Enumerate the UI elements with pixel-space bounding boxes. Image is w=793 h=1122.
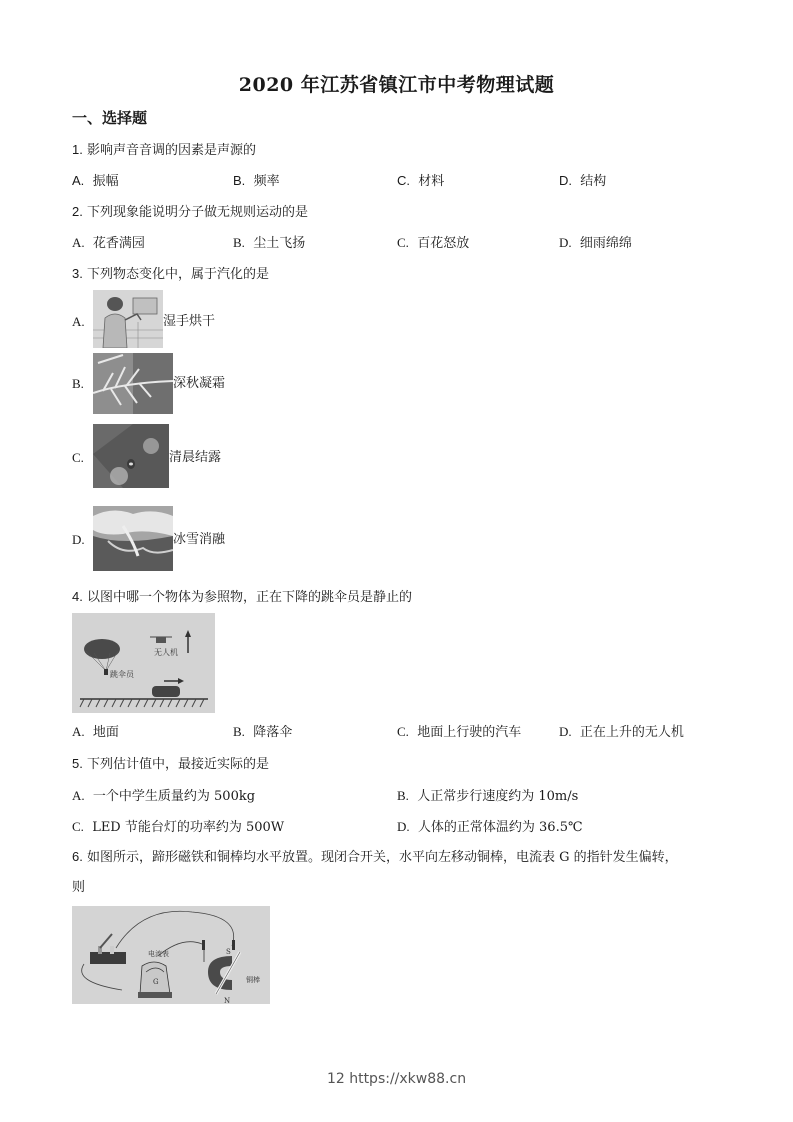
page-title: 2020 年江苏省镇江市中考物理试题	[238, 74, 555, 96]
option-text: 百花怒放	[417, 236, 470, 251]
question-text: 以图中哪一个物体为参照物，正在下降的跳伞员是静止的	[86, 590, 412, 605]
option-text: 人正常步行速度约为 10m/s	[417, 789, 579, 804]
parachute-drone-figure	[72, 613, 215, 713]
drone-label: 无人机	[154, 648, 178, 657]
svg-text:N: N	[224, 997, 231, 1004]
option-text: LED 节能台灯的功率约为 500W	[92, 820, 285, 835]
q3-option-a-text: 湿手烘干	[163, 314, 216, 329]
copper-rod-label: 铜棒	[246, 976, 260, 984]
option-letter: B.	[233, 724, 245, 739]
option-letter: B.	[233, 173, 246, 188]
option-letter: C.	[72, 450, 84, 465]
option-letter: A.	[72, 235, 85, 250]
option-text: 振幅	[92, 174, 119, 189]
option-letter: B.	[397, 788, 409, 803]
option-text: 细雨绵绵	[579, 236, 632, 251]
ammeter-label: 电流表	[148, 950, 169, 958]
question-number: 4.	[72, 589, 83, 604]
question-1	[72, 141, 256, 160]
q4-option-a[interactable]	[72, 723, 119, 742]
dew-drop-photo	[93, 424, 169, 488]
question-number: 2.	[72, 204, 83, 219]
question-text: 如图所示，蹄形磁铁和铜棒均水平放置。现闭合开关，水平向左移动铜棒，电流表 G 的指针发生偏转，	[86, 850, 678, 865]
q2-option-c[interactable]	[397, 234, 469, 253]
q4-option-d[interactable]	[559, 723, 684, 742]
option-letter: A.	[72, 724, 85, 739]
option-letter: D.	[559, 235, 572, 250]
q1-option-a[interactable]	[72, 172, 119, 191]
q3-option-a-letter[interactable]	[72, 313, 85, 332]
q5-option-d[interactable]	[397, 818, 583, 837]
parachutist-label: 跳伞员	[110, 670, 134, 679]
hand-dryer-photo	[93, 290, 163, 348]
q2-option-a[interactable]	[72, 234, 145, 253]
section-heading: 一、选择题	[72, 109, 148, 127]
svg-text:G: G	[153, 978, 159, 986]
q3-option-d-text: 冰雪消融	[173, 532, 226, 547]
q4-option-b[interactable]	[233, 723, 292, 742]
q1-option-c[interactable]	[397, 172, 444, 191]
option-letter: B.	[72, 376, 84, 391]
question-text: 下列现象能说明分子做无规则运动的是	[86, 205, 308, 220]
option-letter: A.	[72, 173, 85, 188]
option-text: 频率	[253, 174, 280, 189]
option-letter: D.	[397, 819, 410, 834]
q1-option-d[interactable]	[559, 172, 606, 191]
option-text: 一个中学生质量约为 500kg	[92, 789, 256, 804]
option-text: 材料	[418, 174, 445, 189]
question-6	[72, 848, 678, 867]
option-letter: D.	[559, 173, 572, 188]
melting-snow-photo	[93, 506, 173, 571]
option-letter: D.	[559, 724, 572, 739]
option-text: 人体的正常体温约为 36.5℃	[417, 820, 583, 835]
question-4	[72, 588, 412, 607]
q3-option-b-text: 深秋凝霜	[173, 376, 226, 391]
question-number: 3.	[72, 266, 83, 281]
option-letter: C.	[397, 724, 409, 739]
question-6-continuation: 则	[72, 880, 86, 895]
question-number: 6.	[72, 849, 83, 864]
q3-option-c-letter[interactable]	[72, 449, 84, 468]
q2-option-d[interactable]	[559, 234, 632, 253]
option-letter: B.	[233, 235, 245, 250]
option-letter: D.	[72, 532, 85, 547]
page-footer: 12 https://xkw88.cn	[326, 1071, 467, 1087]
q1-option-b[interactable]	[233, 172, 280, 191]
option-text: 花香满园	[92, 236, 145, 251]
question-number: 5.	[72, 756, 83, 771]
q5-option-b[interactable]	[397, 787, 578, 806]
q5-option-a[interactable]	[72, 787, 255, 806]
option-text: 降落伞	[253, 725, 293, 740]
q4-option-c[interactable]	[397, 723, 521, 742]
q2-option-b[interactable]	[233, 234, 305, 253]
option-text: 结构	[580, 174, 607, 189]
question-3	[72, 265, 269, 284]
q3-option-d-letter[interactable]	[72, 531, 85, 550]
q3-option-b-letter[interactable]	[72, 375, 84, 394]
option-letter: A.	[72, 314, 85, 329]
question-text: 影响声音音调的因素是声源的	[86, 143, 256, 158]
option-letter: C.	[397, 235, 409, 250]
option-letter: A.	[72, 788, 85, 803]
question-number: 1.	[72, 142, 83, 157]
question-text: 下列物态变化中，属于汽化的是	[86, 267, 269, 282]
magnet-circuit-figure	[72, 906, 270, 1004]
q5-option-c[interactable]	[72, 818, 284, 837]
question-5	[72, 755, 269, 774]
option-text: 尘土飞扬	[253, 236, 306, 251]
option-text: 地面	[92, 725, 119, 740]
question-2	[72, 203, 308, 222]
option-letter: C.	[72, 819, 84, 834]
option-letter: C.	[397, 173, 410, 188]
q3-option-c-text: 清晨结露	[169, 450, 222, 465]
option-text: 地面上行驶的汽车	[417, 725, 522, 740]
svg-text:S: S	[226, 948, 231, 956]
option-text: 正在上升的无人机	[579, 725, 684, 740]
question-text: 下列估计值中，最接近实际的是	[86, 757, 269, 772]
frost-branch-photo	[93, 353, 173, 414]
